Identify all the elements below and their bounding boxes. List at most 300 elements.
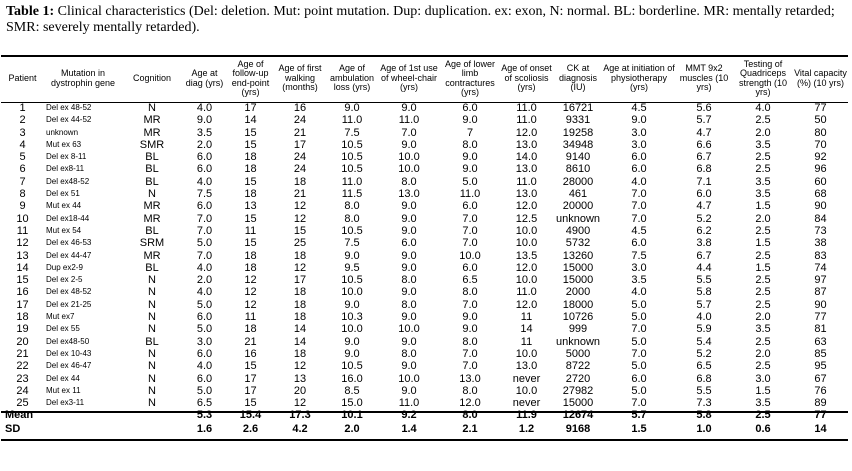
table-cell: N (148, 274, 156, 287)
table-cell: 8.0 (401, 175, 417, 188)
table-cell: 461 (568, 188, 588, 201)
table-cell: 20000 (562, 200, 594, 213)
table-cell: 9.0 (401, 249, 417, 262)
column-header: Vital capacity (%) (10 yrs) (794, 68, 847, 88)
table-row (1, 200, 848, 212)
table-cell: 9.0 (462, 163, 478, 176)
table-cell: 9.0 (401, 311, 417, 324)
table-cell: BL (145, 163, 159, 176)
table-cell: 11.0 (398, 114, 420, 127)
table-cell: 11.0 (516, 175, 537, 188)
table-cell: 9.0 (462, 311, 478, 324)
table-cell: 9.0 (401, 384, 417, 397)
table-caption (6, 4, 844, 36)
table-cell: 5.8 (696, 286, 712, 299)
column-header: Age of first walking (months) (278, 63, 322, 93)
table-cell: 50 (814, 114, 827, 127)
table-cell: 4.0 (631, 286, 647, 299)
table-cell: 70 (814, 138, 827, 151)
table-cell: never (512, 372, 541, 385)
table-cell: 8.0 (401, 298, 417, 311)
table-cell: N (148, 347, 156, 360)
table-cell: N (148, 311, 156, 324)
table-cell: 15 (244, 237, 257, 250)
table-cell: 2.0 (196, 138, 213, 151)
table-cell: 77 (814, 311, 827, 324)
table-cell: 63 (814, 335, 827, 348)
table-cell: 7.0 (631, 212, 647, 225)
table-row (1, 385, 848, 397)
table-cell: Del ex48-52 (46, 176, 90, 186)
table-cell: 2 (19, 114, 26, 127)
summary-cell (122, 409, 182, 423)
table-cell: 5.4 (696, 335, 712, 348)
table-cell: 13 (293, 372, 307, 385)
column-header: Age of ambulation loss (yrs) (329, 63, 375, 93)
table-cell: 18 (293, 286, 307, 299)
table-cell: 21 (293, 126, 307, 139)
table-cell: 6.5 (462, 274, 478, 287)
table-cell: 14 (293, 323, 307, 336)
table-cell: 5.2 (696, 212, 712, 225)
table-cell: 13.5 (515, 249, 538, 262)
table-cell: 4.0 (196, 286, 213, 299)
table-cell: 12 (293, 212, 307, 225)
table-cell: 28000 (562, 175, 594, 188)
table-cell: 11.0 (516, 114, 537, 127)
clinical-table (1, 55, 848, 436)
table-cell: 6.0 (631, 151, 647, 164)
table-row (1, 114, 848, 126)
table-cell: 7.0 (462, 237, 478, 250)
table-cell: 9 (19, 200, 26, 213)
table-cell: 5.0 (631, 360, 647, 373)
table-cell: 7.5 (344, 126, 360, 139)
table-cell: 1.5 (755, 237, 771, 250)
table-cell: 7.5 (344, 237, 360, 250)
table-cell: 4900 (565, 224, 591, 237)
table-cell: 96 (814, 163, 827, 176)
table-cell: 11 (16, 224, 29, 237)
table-cell: 10.5 (341, 274, 363, 287)
summary-cell: 14 (814, 422, 827, 435)
table-cell: 12 (293, 200, 307, 213)
table-cell: 4.0 (196, 102, 213, 114)
table-cell: 25 (16, 397, 29, 410)
column-header: Patient (8, 72, 37, 83)
table-cell: 7.0 (462, 212, 478, 225)
table-cell: 8.0 (462, 286, 478, 299)
table-body (1, 102, 848, 409)
table-cell: 77 (814, 102, 827, 114)
table-cell: 5.0 (631, 384, 647, 397)
table-cell: 4.7 (696, 126, 712, 139)
table-cell: 13 (244, 200, 257, 213)
summary-cell: 2.6 (242, 422, 259, 435)
table-cell: MR (143, 249, 161, 262)
table-cell: Del ex 21-25 (46, 299, 92, 309)
table-cell: 38 (814, 237, 827, 250)
table-cell: 21 (293, 188, 307, 201)
table-cell: Del ex 46-53 (46, 238, 92, 248)
table-cell: 25 (293, 237, 307, 250)
table-cell: Del ex 44 (46, 373, 80, 383)
table-cell: Del ex18-44 (46, 213, 90, 223)
table-row (1, 336, 848, 348)
table-cell: N (148, 397, 156, 410)
table-cell: 3.5 (755, 397, 771, 410)
table-cell: 3 (19, 126, 26, 139)
table-cell: Mut ex 63 (46, 139, 82, 149)
table-cell: 11 (520, 311, 533, 324)
table-cell: 21 (244, 335, 257, 348)
column-header: Age at initiation of physiotherapy (yrs) (603, 63, 675, 93)
table-cell: 9331 (565, 114, 591, 127)
table-cell: 2.5 (755, 163, 771, 176)
table-cell: Del ex8-11 (46, 164, 85, 174)
table-cell: 10.0 (515, 384, 538, 397)
table-cell: 11 (244, 311, 257, 324)
table-cell: 10.0 (398, 323, 420, 336)
table-cell: Del ex 10-43 (46, 348, 92, 358)
table-cell: 10.5 (341, 360, 363, 373)
table-row (1, 360, 848, 372)
table-cell: N (148, 102, 156, 114)
table-cell: 11.0 (341, 114, 363, 127)
table-cell: unknown (555, 212, 601, 225)
table-cell: 14 (16, 261, 29, 274)
table-cell: 9.0 (196, 114, 213, 127)
table-cell: N (148, 360, 156, 373)
column-header: Age of follow-up end-point (yrs) (231, 58, 270, 97)
table-cell: 13.0 (515, 138, 538, 151)
table-cell: 7.0 (631, 323, 647, 336)
header-row (1, 55, 848, 102)
table-cell: 24 (16, 384, 29, 397)
table-cell: 18 (293, 311, 307, 324)
table-cell: 9.0 (401, 200, 417, 213)
table-cell: 10.5 (341, 151, 363, 164)
table-cell: 9.0 (401, 102, 417, 114)
table-cell: 6.7 (696, 151, 712, 164)
table-cell: 85 (814, 347, 827, 360)
table-cell: 10.0 (341, 323, 363, 336)
table-row (1, 139, 848, 151)
table-cell: 18 (16, 311, 29, 324)
mean-row (1, 409, 848, 423)
table-cell: 7.0 (462, 360, 478, 373)
sd-row (1, 423, 848, 437)
summary-cell: 4.2 (292, 422, 308, 435)
table-cell: 8722 (565, 360, 591, 373)
table-cell: 7.0 (401, 126, 417, 139)
table-cell: 9.0 (401, 261, 417, 274)
table-cell: 15.0 (341, 397, 363, 410)
table-cell: 5.5 (696, 274, 712, 287)
table-cell: 5732 (565, 237, 591, 250)
table-cell: 13.0 (515, 163, 538, 176)
table-cell: 11.0 (516, 102, 537, 114)
table-cell: 15 (244, 212, 257, 225)
table-cell: 10.0 (341, 286, 363, 299)
table-row (1, 348, 848, 360)
summary-cell: 8.0 (462, 409, 478, 422)
table-row (1, 286, 848, 298)
table-cell: 5000 (565, 347, 591, 360)
table-row (1, 213, 848, 225)
table-cell: 6.0 (696, 188, 712, 201)
table-cell: 4.0 (755, 102, 771, 114)
table-cell: 18000 (562, 298, 594, 311)
table-cell: 8.5 (344, 384, 360, 397)
table-cell: never (512, 397, 541, 410)
table-end-rule (1, 439, 848, 441)
table-cell: 81 (814, 323, 827, 336)
table-cell: BL (145, 261, 159, 274)
table-cell: SRM (139, 237, 165, 250)
table-cell: Mut ex 11 (46, 385, 81, 395)
table-cell: 10.3 (341, 311, 363, 324)
table-cell: 8.0 (462, 138, 478, 151)
table-row (1, 176, 848, 188)
table-cell: 12.0 (515, 298, 538, 311)
table-cell: 6.6 (696, 138, 712, 151)
table-cell: 60 (814, 175, 827, 188)
table-cell: 6 (19, 163, 26, 176)
table-cell: 90 (814, 200, 827, 213)
table-cell: 4.5 (631, 224, 647, 237)
table-row (1, 274, 848, 286)
table-cell: 7.0 (196, 212, 213, 225)
table-cell: 10.0 (515, 237, 538, 250)
column-header: Cognition (132, 72, 172, 83)
table-cell: 18 (293, 175, 307, 188)
table-cell: N (148, 372, 156, 385)
table-cell: Del ex 44-52 (46, 115, 92, 125)
table-cell: 22 (16, 360, 29, 373)
table-cell: 4.0 (631, 175, 647, 188)
table-cell: Mut ex 44 (46, 201, 82, 211)
table-cell: 12.5 (515, 212, 538, 225)
table-cell: 8.0 (462, 384, 478, 397)
table-cell: 2.0 (755, 311, 771, 324)
table-cell: 7.0 (462, 347, 478, 360)
table-cell: 8.0 (344, 200, 360, 213)
table-cell: 18 (244, 163, 257, 176)
table-row (1, 163, 848, 175)
table-cell: N (148, 298, 156, 311)
table-cell: 76 (814, 384, 827, 397)
table-cell: 2720 (565, 372, 591, 385)
table-cell: 11 (520, 335, 533, 348)
table-cell: 8.0 (462, 335, 478, 348)
table-cell: 18 (293, 347, 307, 360)
summary-cell (44, 423, 122, 437)
table-cell: 9.0 (462, 323, 478, 336)
table-cell: 5.0 (631, 298, 647, 311)
table-cell: 17 (293, 138, 307, 151)
table-cell: 17 (244, 384, 257, 397)
table-cell: 17 (244, 372, 257, 385)
table-cell: 10.0 (515, 347, 538, 360)
table-cell: 2.0 (196, 274, 213, 287)
table-cell: 3.0 (631, 126, 647, 139)
table-cell: 7.0 (196, 224, 213, 237)
table-cell: 5.7 (696, 298, 712, 311)
table-cell: MR (143, 114, 161, 127)
summary-cell: 15.4 (239, 409, 262, 422)
table-cell: 9.0 (462, 114, 478, 127)
table-cell: Mut ex 54 (46, 225, 82, 235)
summary-cell: 12674 (562, 409, 594, 422)
table-cell: 6.7 (696, 249, 712, 262)
table-cell: 3.5 (631, 274, 647, 287)
table-cell: 13260 (562, 249, 594, 262)
table-cell: 6.0 (631, 237, 647, 250)
summary-cell: 77 (814, 409, 827, 422)
table-cell: 1 (19, 102, 26, 114)
table-cell: 74 (814, 261, 827, 274)
table-cell: 10.0 (398, 151, 420, 164)
table-cell: 13 (16, 249, 29, 262)
summary-cell (44, 409, 122, 423)
table-cell: 9.0 (401, 360, 417, 373)
table-cell: 5.0 (462, 175, 478, 188)
table-cell: 7.0 (196, 249, 213, 262)
table-cell: 5.0 (631, 335, 647, 348)
table-cell: 12 (293, 397, 307, 410)
table-cell: 7.1 (696, 175, 712, 188)
table-cell: 11.0 (398, 397, 420, 410)
table-cell: 27982 (562, 384, 594, 397)
table-cell: 2.5 (755, 298, 771, 311)
table-cell: 999 (568, 323, 588, 336)
table-cell: Del ex 55 (46, 324, 80, 334)
table-cell: 12.0 (459, 397, 481, 410)
column-header: Age of lower limb contractures (yrs) (444, 58, 496, 97)
table-cell: 84 (814, 212, 827, 225)
table-row (1, 250, 848, 262)
table-cell: 6.2 (696, 224, 712, 237)
table-cell: 4.0 (196, 261, 213, 274)
table-cell: 6.0 (196, 372, 213, 385)
table-cell: 4.4 (696, 261, 712, 274)
table-cell: 7 (19, 175, 26, 188)
column-header: Testing of Quadriceps strength (10 yrs) (738, 58, 788, 97)
table-cell: Del ex 48-52 (46, 287, 92, 297)
table-cell: 3.5 (755, 138, 771, 151)
table-cell: 6.0 (196, 200, 213, 213)
table-cell: 2.5 (755, 274, 771, 287)
table-cell: 9.0 (401, 335, 417, 348)
table-cell: 10.0 (515, 274, 538, 287)
table-cell: 14 (520, 323, 533, 336)
table-cell: 23 (16, 372, 29, 385)
table-cell: 11.0 (516, 286, 537, 299)
table-cell: 15 (244, 126, 257, 139)
table-cell: 17 (293, 274, 307, 287)
table-cell: 15 (244, 138, 257, 151)
summary-cell: 1.6 (196, 422, 213, 435)
table-cell: 18 (293, 298, 307, 311)
table-cell: BL (145, 335, 159, 348)
table-cell: 19 (16, 323, 29, 336)
table-cell: 10 (16, 212, 29, 225)
table-cell: N (148, 188, 156, 201)
table-cell: 90 (814, 298, 827, 311)
summary-cell (122, 423, 182, 437)
table-cell: Del ex 8-11 (46, 152, 87, 162)
table-cell: 12 (16, 237, 29, 250)
table-cell: 18 (293, 249, 307, 262)
table-cell: 5.2 (696, 347, 712, 360)
summary-cell: 11.9 (516, 409, 537, 422)
table-cell: Del ex 51 (46, 189, 80, 199)
table-cell: 7.0 (631, 188, 647, 201)
table-cell: 12 (293, 360, 307, 373)
table-cell: 92 (814, 151, 827, 164)
table-cell: 9.0 (401, 138, 417, 151)
table-cell: 4.0 (196, 360, 213, 373)
table-row (1, 311, 848, 323)
summary-cell: Mean (5, 409, 34, 422)
table-row (1, 373, 848, 385)
table-cell: Del ex 44-47 (46, 250, 92, 260)
table-cell: 10726 (562, 311, 594, 324)
summary-cell: 1.2 (518, 422, 535, 435)
summary-cell: 1.5 (631, 422, 647, 435)
table-cell: 4 (19, 138, 26, 151)
caption-label: Table 1: (6, 4, 55, 19)
column-header: Age of onset of scoliosis (yrs) (501, 63, 552, 93)
table-cell: 15000 (562, 274, 594, 287)
column-header: MMT 9x2 muscles (10 yrs) (679, 63, 729, 93)
table-cell: BL (145, 224, 159, 237)
table-cell: 89 (814, 397, 827, 410)
summary-cell: 2.0 (344, 422, 360, 435)
table-cell: 3.5 (755, 188, 771, 201)
table-cell: 7.0 (462, 298, 478, 311)
caption-text: Clinical characteristics (Del: deletion. Mut: point mutation. Dup: duplication. ex: exon, N: normal. BL: borderline. MR: mentally retarded; SMR: severely mentally retarded). (6, 4, 835, 35)
table-cell: N (148, 384, 156, 397)
summary-cell: 0.6 (755, 422, 771, 435)
table-cell: 3.5 (755, 323, 771, 336)
table-cell: 9.0 (401, 224, 417, 237)
table-cell: 2.0 (755, 126, 771, 139)
table-cell: 7.5 (631, 249, 647, 262)
table-cell: 5.9 (696, 323, 712, 336)
table-cell: 9.0 (344, 347, 360, 360)
table-row (1, 262, 848, 274)
table-cell: 12 (244, 298, 257, 311)
table-cell: 9.0 (631, 114, 647, 127)
table-cell: 5.0 (196, 237, 213, 250)
table-cell: Del ex48-50 (46, 336, 90, 346)
table-row (1, 102, 848, 114)
table-cell: 87 (814, 286, 827, 299)
table-cell: 14 (293, 335, 307, 348)
table-cell: 2.5 (755, 286, 771, 299)
table-cell: 18 (244, 323, 257, 336)
table-cell: 8.0 (401, 274, 417, 287)
table-cell: BL (145, 151, 159, 164)
table-cell: 6.0 (462, 261, 478, 274)
table-cell: 34948 (562, 138, 594, 151)
table-cell: Del ex3-11 (46, 398, 85, 408)
table-cell: 7.0 (631, 347, 647, 360)
table-cell: 15 (244, 175, 257, 188)
table-cell: 12 (293, 261, 307, 274)
